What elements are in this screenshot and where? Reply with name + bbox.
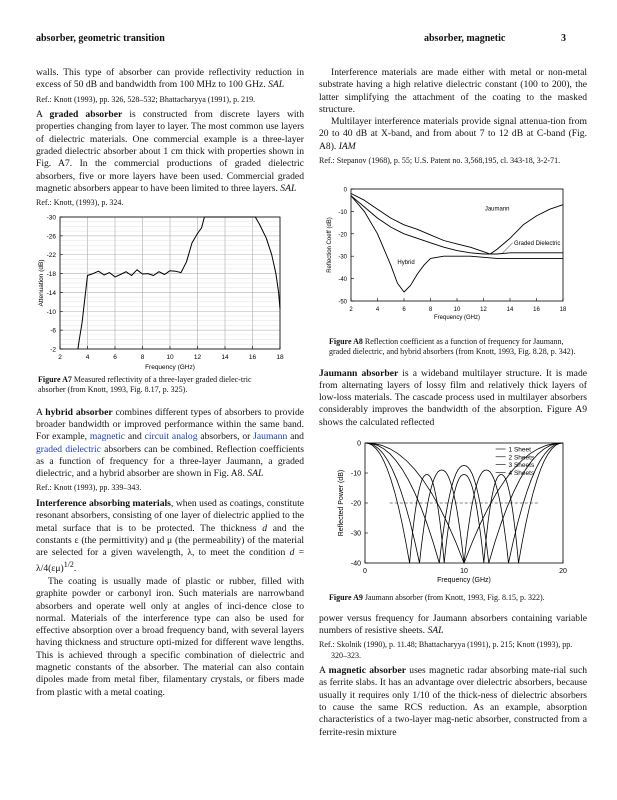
reference: Ref.: Skolnik (1990), p. 11.48; Bhattacharyya (1991), p. 215; Knott (1993), pp. 320–323. <box>319 640 573 660</box>
x-tick-label: 6 <box>402 306 406 313</box>
left-column <box>36 67 304 699</box>
y-tick-label: -30 <box>350 530 361 538</box>
reference: Ref.: Knott (1993), pp. 326, 528–532; Bhattacharyya (1991), p. 219. <box>36 94 256 104</box>
paragraph: Multilayer interference materials provide signal attenua-tion from 20 to 40 dB at X-band, and from about 7 to 12 dB at C-band (Fig. A8). IAM <box>319 116 587 152</box>
link-graded-dielectric[interactable]: graded dielectric <box>36 443 101 455</box>
y-tick-label: -14 <box>46 289 56 297</box>
x-tick-label: 6 <box>113 353 117 361</box>
reference: Ref.: Knott (1993), pp. 339–343. <box>36 483 142 493</box>
x-tick-label: 14 <box>221 353 229 361</box>
x-tick-label: 14 <box>506 306 514 313</box>
term-magnetic-absorber: magnetic absorber <box>328 665 407 677</box>
y-tick-label: -10 <box>350 470 361 478</box>
legend-label-4-sheets: 4 Sheets <box>508 469 535 477</box>
figure-a9-caption: Figure A9 Jaumann absorber (from Knott, 1993, Fig. 8.15, p. 322). <box>329 593 545 603</box>
annotation-graded-dielectric: Graded Dielectric <box>513 240 561 247</box>
x-axis-label: Frequency (GHz) <box>145 363 195 371</box>
x-tick-label: 10 <box>460 568 468 576</box>
term-jaumann-absorber: Jaumann absorber <box>319 367 399 379</box>
reference: Ref.: Knott, (1993), p. 324. <box>36 198 124 208</box>
figure-a7-chart <box>36 213 304 373</box>
x-tick-label: 2 <box>58 353 62 361</box>
term-interference-absorbing: Interference absorbing materials <box>36 497 171 509</box>
x-tick-label: 18 <box>276 353 284 361</box>
legend-label-2-sheets: 2 Sheets <box>508 454 535 462</box>
y-tick-label: -2 <box>50 346 56 354</box>
x-tick-label: 10 <box>453 306 461 313</box>
legend-label-1-sheet: 1 Sheet <box>508 446 531 454</box>
y-tick-label: -30 <box>46 214 56 222</box>
y-axis-label: Reflection Coeff (dB) <box>327 216 333 273</box>
paragraph: A magnetic absorber uses magnetic radar absorbing mate-rial such as ferrite slabs. It has an advantage over dielectric absorbers, because usually it requires only 1/10 of the thick-ness of dielectric absorbers to cause the same RCS reduction. As an example, absorption characteristics of a two-layer mag-netic absorber, constructed from a ferrite-resin mixture <box>319 665 587 738</box>
paragraph: The coating is usually made of plastic or rubber, filled with graphite powder or carbonyl iron. Such materials are narrowband absorbers and operate well only at angles of inci-dence close to normal. Materials of the interference type can also be used for effective absorption over a broad frequency band, with several layers having thickness and structure opti-mized for different wave lengths. This is achieved through a specific combination of dielectric and magnetic constants of the absorber. The material can also contain dipoles made from metal fiber, filamentary crystals, or fibers made from plastic with a metal coating. <box>36 575 304 698</box>
annotation-leader <box>502 242 513 253</box>
x-tick-label: 8 <box>428 306 433 313</box>
paragraph: A hybrid absorber combines different types of absorbers to provide broader bandwidth or improved performance within the same band. For example, magnetic and circuit analog absorbers, or Jaumann and graded dielectric absorbers can be combined. Reflection coefficients as a function of frequency for a three-layer Jaumann, a graded dielectric, and a hybrid absorber are shown in Fig. A8. SAL <box>36 406 304 480</box>
y-tick-label: -6 <box>50 327 56 335</box>
y-axis-label: Reflected Power (dB) <box>338 469 345 537</box>
paragraph: A graded absorber is constructed from discrete layers with properties changing from layer to layer. The most common use layers of dielectric materials. One commercial example is a three-layer graded dielectric absorber about 1 cm thick with properties shown in Fig. A7. In the commercial productions of graded dielectric absorbers, five or more layers have been used. Commercial graded magnetic absorbers appear to have been limited to three layers. SAL <box>36 109 304 194</box>
x-tick-label: 16 <box>533 306 540 313</box>
x-tick-label: 20 <box>559 568 567 576</box>
y-tick-label: -40 <box>338 276 347 283</box>
x-tick-label: 0 <box>363 568 367 576</box>
y-tick-label: 0 <box>357 440 361 448</box>
annotation-jaumann: Jaumann <box>484 205 510 212</box>
y-tick-label: -20 <box>350 500 361 508</box>
x-tick-label: 8 <box>140 353 145 361</box>
x-tick-label: 10 <box>166 353 174 361</box>
y-axis-label: Attenuation (dB) <box>38 259 45 307</box>
paragraph: Jaumann absorber is a wideband multilayer structure. It is made from alternating layers of lossy film and relatively thick layers of low-loss materials. The cascade process used in multilayer absorbers considerably improves the bandwidth of the absorption. Figure A9 shows the calculated reflected <box>319 367 587 428</box>
figure-a8-chart <box>319 181 587 331</box>
y-tick-label: -50 <box>338 299 347 306</box>
annotation-hybrid: Hybrid <box>397 259 415 266</box>
paragraph: power versus frequency for Jaumann absorbers containing variable numbers of resistive sheets. SAL <box>319 612 587 636</box>
x-tick-label: 16 <box>248 353 257 361</box>
x-tick-label: 4 <box>85 353 90 361</box>
y-tick-label: -20 <box>338 231 347 238</box>
paragraph: Interference absorbing materials, when used as coatings, constitute resonant absorbers, consisting of one layer of dielectric applied to the metal surface that is to be protected. The thickness d and the constants ε (the permittivity) and μ (the permeability) of the material are selected for a given wavelength, λ, to meet the condition $d = \lambda/4(\varepsilon\mu)^{1/2}$. <box>36 497 305 575</box>
x-tick-label: 12 <box>193 353 202 361</box>
reference: Ref.: Stepanov (1968), p. 55; U.S. Patent no. 3,568,195, cl. 343-18, 3-2-71. <box>319 156 561 166</box>
paragraph: walls. This type of absorber can provide reflectivity reduction in excess of 50 dB and bandwidth from 100 MHz to 100 GHz. SAL <box>36 67 304 91</box>
link-jaumann[interactable]: Jaumann <box>253 431 288 443</box>
figure-a7-caption: Figure A7 Measured reflectivity of a three-layer graded dielec-tric absorber (from Knott, 1993, Fig. 8.17, p. 325). <box>38 374 252 395</box>
paragraph: Interference materials are made either with metal or non-metal substrate having a high relative dielectric constant (100 to 200), the latter simplifying the attachment of the coating to the masked structure. <box>319 67 587 115</box>
x-tick-label: 18 <box>559 306 567 313</box>
y-tick-label: -10 <box>338 209 347 216</box>
page-number: 3 <box>561 33 566 44</box>
y-tick-label: -26 <box>46 233 56 241</box>
link-circuit-analog[interactable]: circuit analog <box>144 431 198 443</box>
figure-a9-chart <box>319 439 587 589</box>
term-hybrid-absorber: hybrid absorber <box>45 406 113 418</box>
right-column <box>319 67 587 739</box>
x-tick-label: 12 <box>480 306 487 313</box>
y-tick-label: 0 <box>343 187 347 194</box>
running-header-left: absorber, geometric transition <box>36 33 165 44</box>
y-tick-label: -18 <box>46 270 56 278</box>
y-tick-label: -10 <box>46 308 56 316</box>
x-axis-label: Frequency (GHz) <box>433 314 481 321</box>
link-magnetic[interactable]: magnetic <box>89 431 126 443</box>
x-tick-label: 2 <box>349 306 353 313</box>
figure-a8-caption: Figure A8 Reflection coefficient as a function of frequency for Jaumann, graded dielectric, and hybrid absorbers (from Knott, 1993, Fig. 8.28, p. 342). <box>329 336 576 357</box>
running-header-right: absorber, magnetic <box>424 33 506 44</box>
legend-label-3-sheets: 3 Sheets <box>508 462 535 470</box>
y-tick-label: -30 <box>338 254 347 261</box>
x-axis-label: Frequency (GHz) <box>437 577 491 585</box>
y-tick-label: -22 <box>46 251 56 259</box>
term-graded-absorber: graded absorber <box>49 109 123 121</box>
x-tick-label: 4 <box>375 306 380 313</box>
y-tick-label: -40 <box>350 560 361 568</box>
